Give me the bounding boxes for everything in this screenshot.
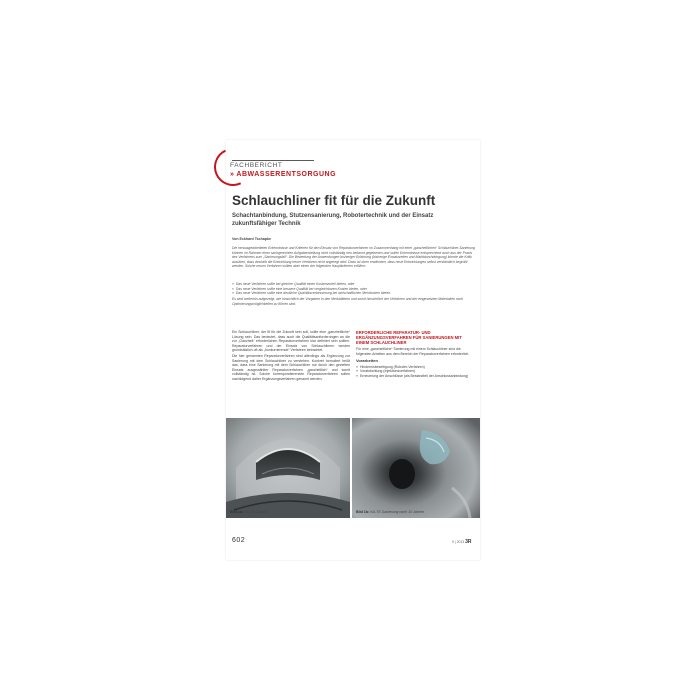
figure-caption-text: KA-TE-Sanierung nach 10 Jahren — [370, 510, 425, 514]
figure-caption-text: KA-TE-Zulauf — [243, 510, 266, 514]
issue-info — [452, 539, 472, 545]
figure-label: Bild 1b: — [356, 510, 370, 514]
section-heading: ERFORDERLICHE REPARATUR- UND ERGÄNZUNGSVERFAHREN FÜR SANIERUNGEN MIT EINEM SCHLAUCHLINER — [356, 330, 462, 345]
list-item: » Das neue Verfahren sollte bei gleicher Qualität einen Kostenvorteil bieten, oder — [232, 282, 476, 287]
figure-1b-photo — [352, 418, 480, 518]
pipe-inlet-photo — [226, 418, 350, 518]
pipe-interior-photo — [352, 418, 480, 518]
page-number: 602 — [232, 537, 246, 544]
article-title: Schlauchliner fit für die Zukunft — [232, 193, 436, 208]
section-kicker: FACHBERICHT — [230, 162, 283, 169]
issue-date: 9 | 2013 — [452, 540, 465, 544]
figure-label: Bild 1a: — [230, 510, 243, 514]
list-item: » Das neue Verfahren sollte eine bessere Qualität bei vergleichbaren Kosten bieten, oder — [232, 287, 476, 292]
body-column-right: ERFORDERLICHE REPARATUR- UND ERGÄNZUNGSVERFAHREN FÜR SANIERUNGEN MIT EINEM SCHLAUCHLINER Für eine „ganzheitliche“ Sanierung mit einem Schlauchliner sind die folgenden Arbeiten aus dem Bereich der Reparaturverfahren erforderlich. Vorarbeiten » Hindernisbeseitigung (Roboter-Verfahren) » Vorabdichtung (Injektionsverfahren) » Erneuerung der Anschlüsse (als Bestandteil der Anschlussanbindung) — [356, 330, 474, 379]
figure-1a-caption — [230, 510, 266, 514]
header-rule — [232, 160, 314, 161]
list-item: » Hindernisbeseitigung (Roboter-Verfahren) — [356, 365, 474, 370]
chevron-icon: » — [230, 171, 235, 178]
list-item: » Vorabdichtung (Injektionsverfahren) — [356, 369, 474, 374]
figure-1a-photo — [226, 418, 350, 518]
magazine-logo: 3R — [465, 539, 472, 545]
intro-closing: Es wird weiterhin aufgezeigt, wie hinsichtlich der Vorgaben in den Merkblättern und somit hinsichtlich der Verfahren und der eingesetzten Materialien noch Optimierungsmöglichkeiten zu führen sind. — [232, 297, 464, 306]
subsection-heading: Vorarbeiten — [356, 358, 378, 364]
section-category — [230, 171, 336, 178]
figure-1b-caption — [356, 510, 424, 514]
article-subtitle: Schachtanbindung, Stutzensanierung, Robotertechnik und der Einsatz zukunftsfähiger Technik — [232, 213, 434, 227]
article-author: Von Eckhard Tschapke — [232, 237, 272, 241]
criteria-list — [232, 282, 476, 296]
body-column-left: Ein Schlauchliner, der fit für die Zukunft sein soll, sollte eine „ganzheitliche“ Lösung sein. Das bedeutet, dass auch die Qualitätsanforderungen an die zur „Ganzheit“ erforderlichen Reparaturverfahren klar definiert sein sollten. Reparaturverfahren und der Einsatz von Schlauchlinern werden grundsätzlich oft als „konkurrierende“ Verfahren betrachtet. Die hier genannten Reparaturverfahren sind allerdings als Ergänzung zur Sanierung mit dem Schlauchliner zu verstehen. Konkret formuliert heißt das, dass eine Sanierung mit dem Schlauchliner nur durch den gezielten Einsatz ausgewählter Reparaturverfahren „ganzheitlich“ und somit vollständig ist. Solche korrespondierenden Reparaturverfahren sollen nachfolgend daher Ergänzungsverfahren genannt werden. — [232, 330, 350, 381]
list-item: » Erneuerung der Anschlüsse (als Bestandteil der Anschlussanbindung) — [356, 374, 474, 379]
intro-paragraph: Die herausgearbeiteten Erkenntnisse und Kriterien für den Einsatz von Reparaturverfahren im Zusammenhang mit einer „ganzheitlichen“ Schlauchliner-Sanierung können im Rahmen einer sachgerechten Aufgabenstellung nicht vollständig neu bekannt gegebenen und sollen Erkenntnisse entsprechend auch aus der Praxis des Verfahrens zum „Sanierungsfall“. Die Bewertung der Anwendungen bisheriger Erfahrung (bisherige Einsatzzeiten und Marktdurchdringung) könnte die Kritik ausüben, dass deshalb die Entwicklung neuer Verfahren nicht angeregt wird. Dazu ist oben erwähnten, dass neue Entwicklungen selbst verständlich begrüßt werden. Solche neuen Verfahren sollten aber einen der folgenden Hauptkriterien erfüllen: — [232, 246, 475, 269]
section-category-label: ABWASSERENTSORGUNG — [236, 171, 337, 178]
list-item: » Das neue Verfahren sollte eine deutliche Qualitätsverbesserung bei wirtschaftlichen Mehrkosten bieten. — [232, 291, 476, 296]
